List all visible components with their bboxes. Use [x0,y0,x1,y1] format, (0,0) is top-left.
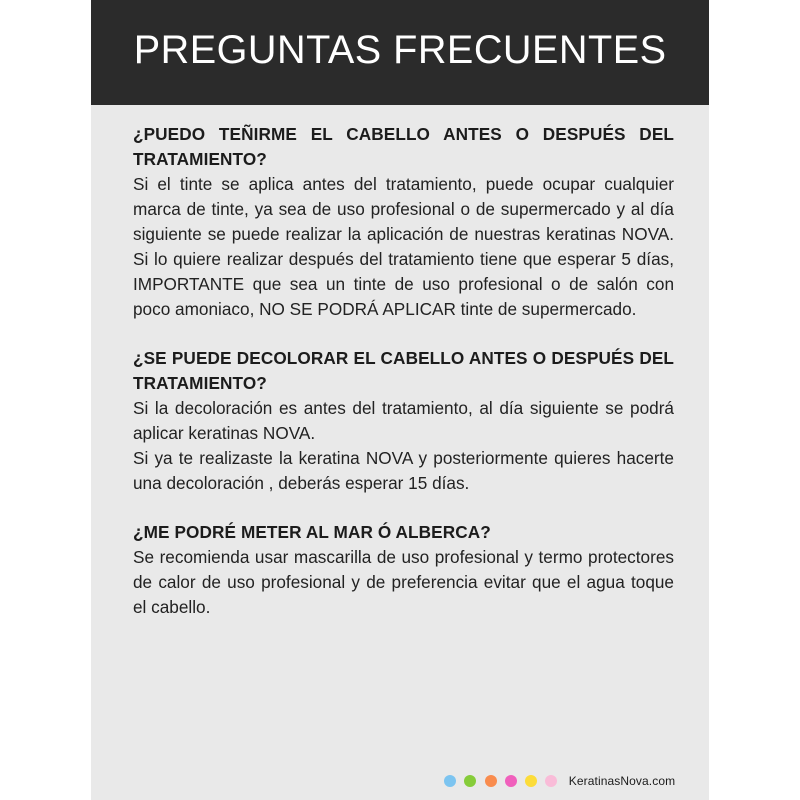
faq-answer: Si el tinte se aplica antes del tratamiento, puede ocupar cualquier marca de tinte, ya sea de uso profesional o de supermercado y al día siguiente se puede realizar la aplicación de nuestras keratinas NOVA. Si lo quiere realizar después del tratamiento tiene que esperar 5 días, IMPORTANTE que sea un tinte de uso profesional o de salón con poco amoniaco, NO SE PODRÁ APLICAR tinte de supermercado. [133,174,674,319]
faq-list [133,122,674,644]
dot-yellow-icon [525,775,537,787]
faq-answer: Si ya te realizaste la keratina NOVA y posteriormente quieres hacerte una decoloración , deberás esperar 15 días. [133,448,674,493]
footer [444,772,675,790]
header-banner [91,0,709,105]
dot-pink-icon [505,775,517,787]
faq-item-mar-alberca [133,520,674,620]
faq-answer: Si la decoloración es antes del tratamiento, al día siguiente se podrá aplicar keratinas NOVA. [133,398,674,443]
faq-page [91,0,709,800]
faq-question: ¿ME PODRÉ METER AL MAR Ó ALBERCA? [133,522,491,542]
faq-item-tinte [133,122,674,322]
faq-question: ¿PUEDO TEÑIRME EL CABELLO ANTES O DESPUÉS DEL TRATAMIENTO? [133,124,674,169]
faq-item-decolorar [133,346,674,496]
website-link[interactable]: KeratinasNova.com [568,774,676,788]
dot-light-pink-icon [545,775,557,787]
page-title: PREGUNTAS FRECUENTES [133,28,667,72]
dot-orange-icon [485,775,497,787]
dot-light-blue-icon [444,775,456,787]
faq-question: ¿SE PUEDE DECOLORAR EL CABELLO ANTES O DESPUÉS DEL TRATAMIENTO? [133,348,674,393]
faq-answer: Se recomienda usar mascarilla de uso profesional y termo protectores de calor de uso profesional y de preferencia evitar que el agua toque el cabello. [133,547,674,617]
dot-green-icon [464,775,476,787]
